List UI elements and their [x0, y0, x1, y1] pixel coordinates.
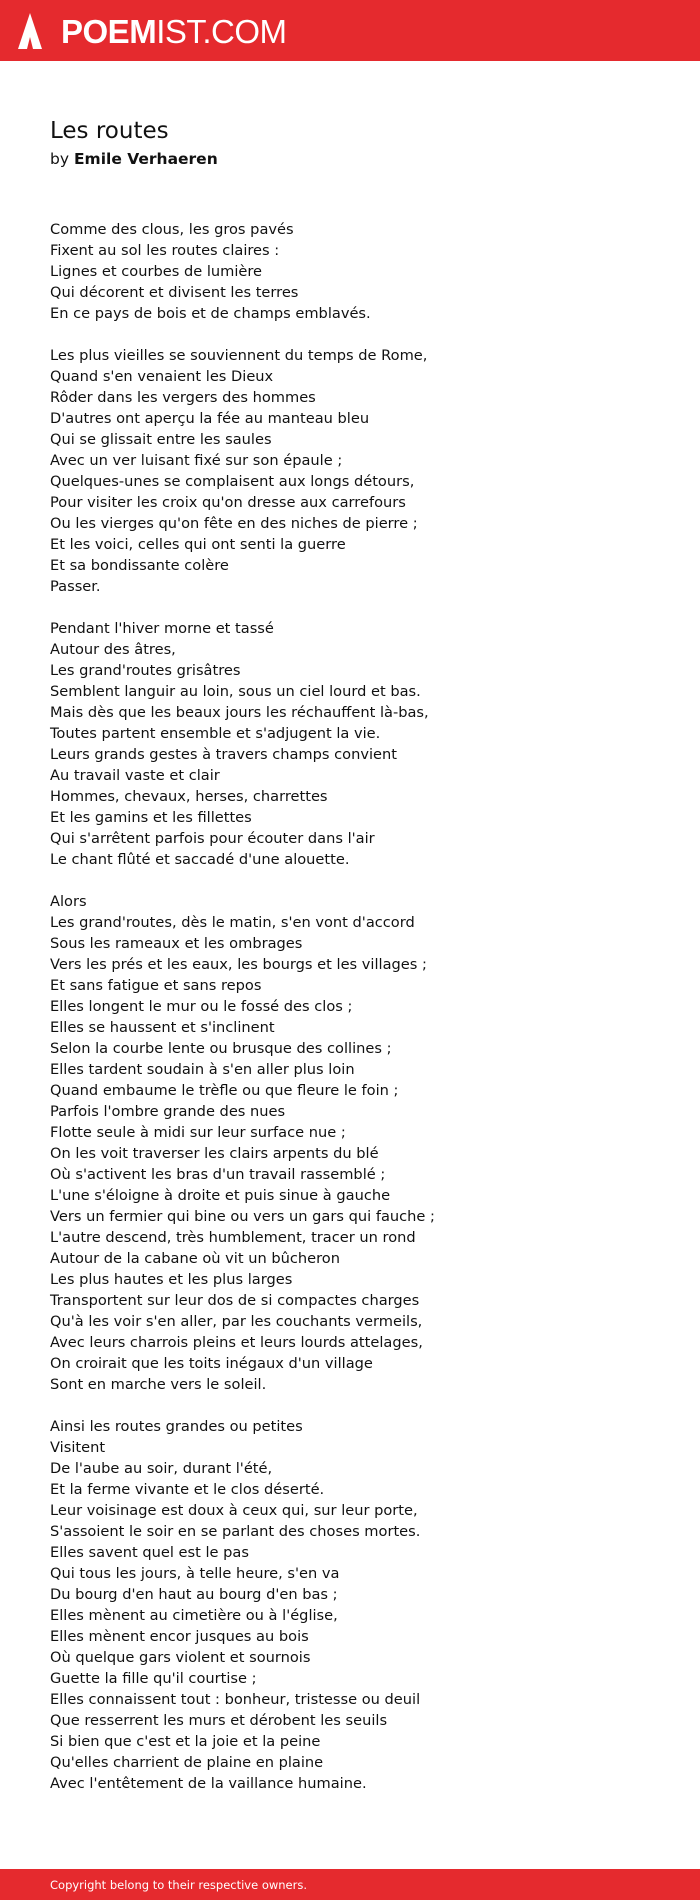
poem-line: L'une s'éloigne à droite et puis sinue à gauche: [50, 1187, 391, 1204]
poem-line: D'autres ont aperçu la fée au manteau bleu: [50, 410, 370, 427]
poem-line: On les voit traverser les clairs arpents du blé: [50, 1145, 379, 1162]
poem-line: Passer.: [50, 578, 101, 595]
author-name: Emile Verhaeren: [73, 150, 218, 168]
poem-line: Hommes, chevaux, herses, charrettes: [50, 788, 328, 805]
poem-line: On croirait que les toits inégaux d'un village: [50, 1355, 373, 1372]
poem-line: Mais dès que les beaux jours les réchauffent là-bas,: [50, 704, 429, 721]
poem-line: En ce pays de bois et de champs emblavés.: [50, 305, 371, 322]
poem-line: Et sans fatigue et sans repos: [50, 977, 262, 994]
poem-line: Qui tous les jours, à telle heure, s'en va: [50, 1565, 340, 1582]
site-logo-text: [61, 12, 287, 50]
poem-line: Avec un ver luisant fixé sur son épaule ;: [50, 452, 343, 469]
poem-line: Du bourg d'en haut au bourg d'en bas ;: [50, 1586, 338, 1603]
poem-stanza: [50, 1416, 650, 1794]
poem-line: Lignes et courbes de lumière: [50, 263, 263, 280]
poem-line: Elles mènent au cimetière ou à l'église,: [50, 1607, 338, 1624]
poem-line: Flotte seule à midi sur leur surface nue ;: [50, 1124, 346, 1141]
poem-line: Ou les vierges qu'on fête en des niches de pierre ;: [50, 515, 418, 532]
poem-line: Fixent au sol les routes claires :: [50, 242, 280, 259]
poem-line: Où s'activent les bras d'un travail rassemblé ;: [50, 1166, 386, 1183]
poem-line: Leur voisinage est doux à ceux qui, sur leur porte,: [50, 1502, 418, 1519]
site-footer: [0, 1869, 700, 1900]
poem-line: De l'aube au soir, durant l'été,: [50, 1460, 273, 1477]
site-header: [0, 0, 700, 61]
poem-body: [50, 219, 650, 1794]
poem-line: Quelques-unes se complaisent aux longs détours,: [50, 473, 415, 490]
poem-line: Selon la courbe lente ou brusque des collines ;: [50, 1040, 392, 1057]
poem-line: Quand s'en venaient les Dieux: [50, 368, 274, 385]
poem-line: Les grand'routes grisâtres: [50, 662, 241, 679]
poem-line: Comme des clous, les gros pavés: [50, 221, 294, 238]
poem-line: Qu'à les voir s'en aller, par les couchants vermeils,: [50, 1313, 423, 1330]
poem-line: Elles se haussent et s'inclinent: [50, 1019, 275, 1036]
poem-line: Sous les rameaux et les ombrages: [50, 935, 303, 952]
poem-line: Quand embaume le trèfle ou que fleure le foin ;: [50, 1082, 399, 1099]
poem-line: Qui s'arrêtent parfois pour écouter dans l'air: [50, 830, 375, 847]
poem-line: Et les gamins et les fillettes: [50, 809, 252, 826]
logo-text-light: IST.COM: [156, 12, 287, 50]
poem-line: Vers les prés et les eaux, les bourgs et les villages ;: [50, 956, 427, 973]
poem-line: Qui décorent et divisent les terres: [50, 284, 299, 301]
poem-line: Elles mènent encor jusques au bois: [50, 1628, 309, 1645]
poem-stanza: [50, 345, 650, 597]
poem-line: Si bien que c'est et la joie et la peine: [50, 1733, 321, 1750]
poem-line: Autour de la cabane où vit un bûcheron: [50, 1250, 340, 1267]
poem-line: Pour visiter les croix qu'on dresse aux carrefours: [50, 494, 406, 511]
poem-line: Alors: [50, 893, 87, 910]
logo-text-bold: POEM: [61, 12, 157, 50]
poem-line: Leurs grands gestes à travers champs convient: [50, 746, 397, 763]
poem-line: Qu'elles charrient de plaine en plaine: [50, 1754, 324, 1771]
poem-line: Vers un fermier qui bine ou vers un gars qui fauche ;: [50, 1208, 435, 1225]
poem-line: Elles savent quel est le pas: [50, 1544, 249, 1561]
poem-title: Les routes: [50, 118, 169, 144]
poem-line: Pendant l'hiver morne et tassé: [50, 620, 274, 637]
poem-line: Semblent languir au loin, sous un ciel lourd et bas.: [50, 683, 421, 700]
poem-line: Rôder dans les vergers des hommes: [50, 389, 316, 406]
poem-line: Parfois l'ombre grande des nues: [50, 1103, 286, 1120]
copyright-notice: Copyright belong to their respective owners.: [50, 1878, 308, 1892]
poem-stanza: [50, 219, 650, 324]
poem-line: Autour des âtres,: [50, 641, 176, 658]
poem-line: Avec l'entêtement de la vaillance humaine.: [50, 1775, 367, 1792]
poem-line: Toutes partent ensemble et s'adjugent la vie.: [50, 725, 381, 742]
site-logo-link[interactable]: [16, 10, 287, 52]
poem-line: Et sa bondissante colère: [50, 557, 229, 574]
poem-stanza: [50, 891, 650, 1395]
poem-line: Que resserrent les murs et dérobent les seuils: [50, 1712, 388, 1729]
poem-stanza: [50, 618, 650, 870]
poem-line: Ainsi les routes grandes ou petites: [50, 1418, 303, 1435]
poem-line: Les plus hautes et les plus larges: [50, 1271, 293, 1288]
poem-line: Les plus vieilles se souviennent du temps de Rome,: [50, 347, 428, 364]
poem-line: S'assoient le soir en se parlant des choses mortes.: [50, 1523, 421, 1540]
poem-line: L'autre descend, très humblement, tracer un rond: [50, 1229, 416, 1246]
poem-line: Elles longent le mur ou le fossé des clos ;: [50, 998, 353, 1015]
poem-line: Le chant flûté et saccadé d'une alouette.: [50, 851, 350, 868]
poem-line: Avec leurs charrois pleins et leurs lourds attelages,: [50, 1334, 423, 1351]
poem-line: Elles connaissent tout : bonheur, tristesse ou deuil: [50, 1691, 421, 1708]
poem-line: Qui se glissait entre les saules: [50, 431, 272, 448]
pencil-tip-icon: [16, 11, 44, 51]
poem-content: [50, 115, 650, 1815]
poem-line: Où quelque gars violent et sournois: [50, 1649, 311, 1666]
by-label: by: [50, 150, 70, 168]
poem-line: Et les voici, celles qui ont senti la guerre: [50, 536, 346, 553]
poem-line: Visitent: [50, 1439, 106, 1456]
poem-line: Guette la fille qu'il courtise ;: [50, 1670, 257, 1687]
poem-line: Les grand'routes, dès le matin, s'en vont d'accord: [50, 914, 415, 931]
poem-byline: [50, 149, 650, 169]
poem-line: Transportent sur leur dos de si compactes charges: [50, 1292, 420, 1309]
poem-line: Sont en marche vers le soleil.: [50, 1376, 267, 1393]
poem-line: Et la ferme vivante et le clos déserté.: [50, 1481, 325, 1498]
poem-line: Au travail vaste et clair: [50, 767, 220, 784]
poem-line: Elles tardent soudain à s'en aller plus loin: [50, 1061, 355, 1078]
